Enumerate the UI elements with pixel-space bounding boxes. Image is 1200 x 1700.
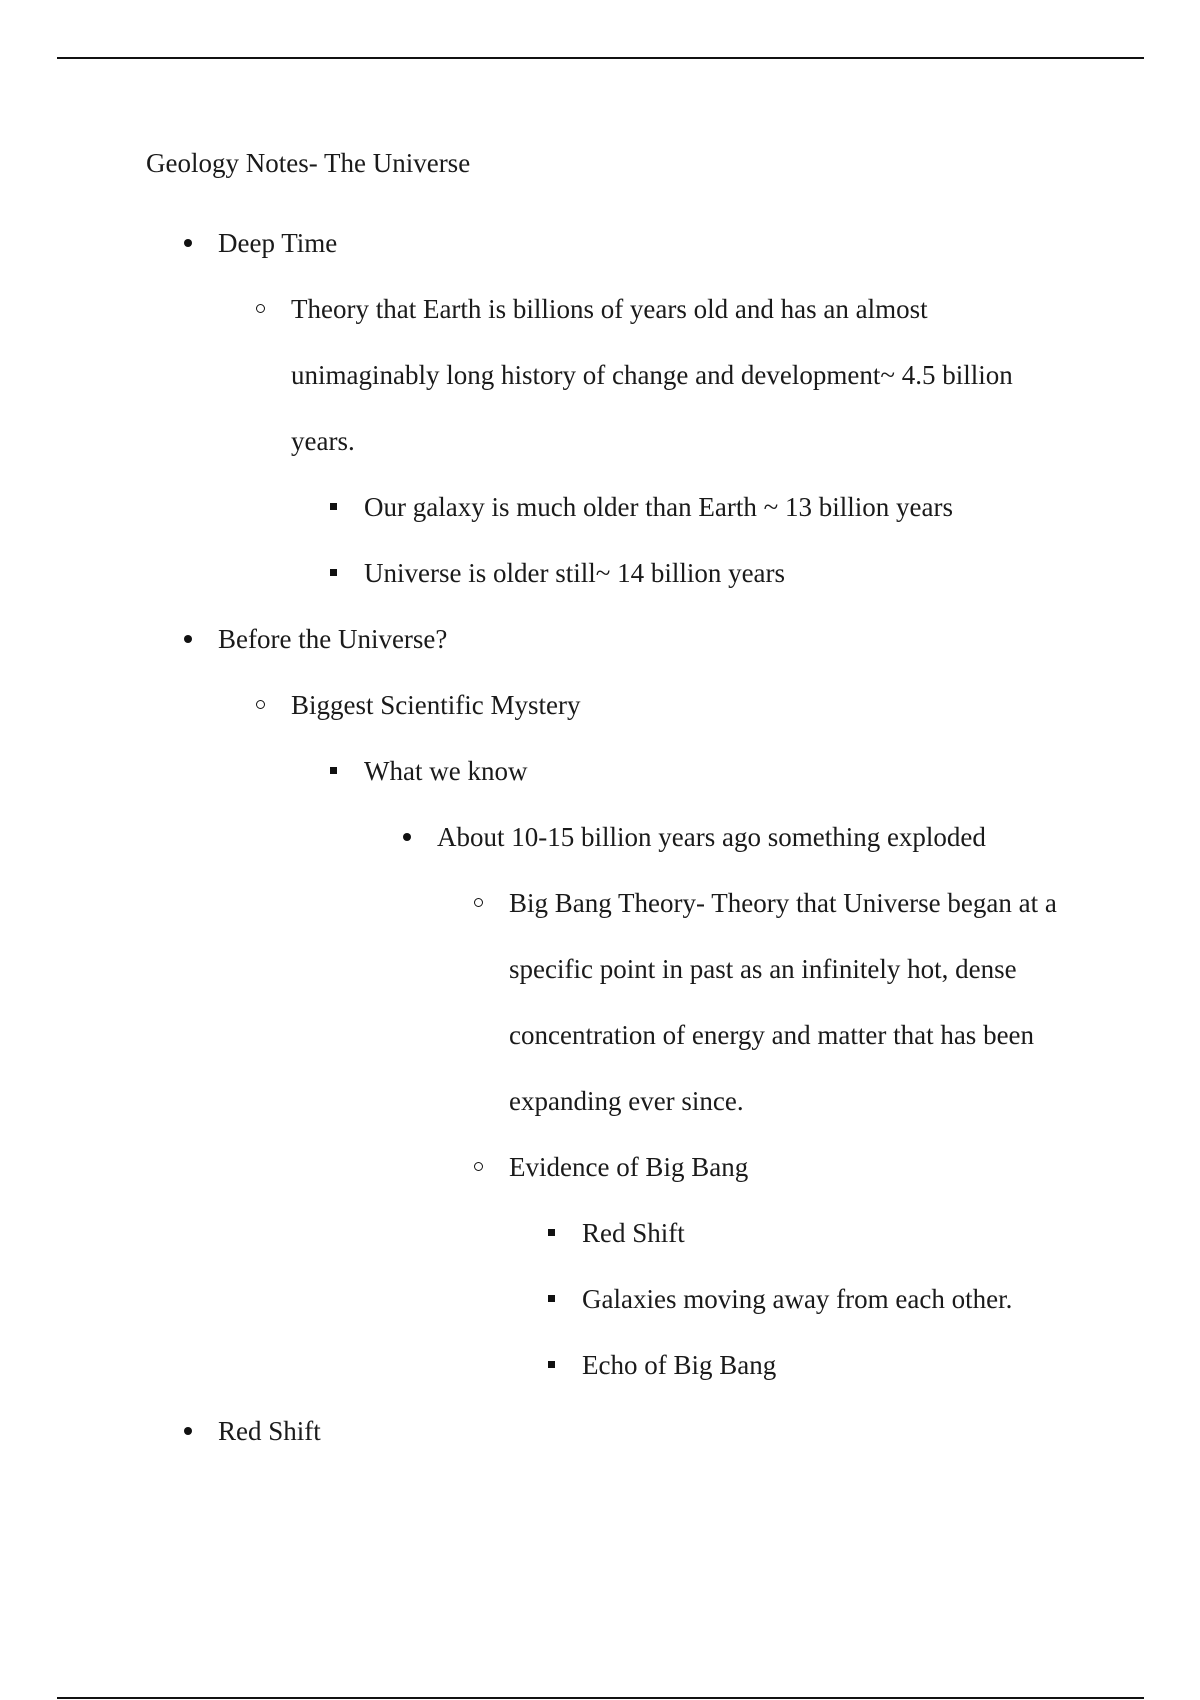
circle-bullet-icon <box>253 672 273 738</box>
circle-bullet-icon <box>471 1134 491 1200</box>
list-item-evidence-galaxies <box>582 1266 1102 1332</box>
list-item-what-we-know <box>364 738 1144 804</box>
square-bullet-icon <box>326 540 346 606</box>
circle-bullet-icon <box>253 276 273 342</box>
list-item-text: Echo of Big Bang <box>582 1350 777 1380</box>
document-title: Geology Notes- The Universe <box>146 148 471 178</box>
circle-bullet-icon <box>471 870 491 936</box>
disc-bullet-icon <box>180 606 200 672</box>
list-item-deep-time-theory <box>291 276 1061 474</box>
list-item-text: Universe is older still~ 14 billion years <box>364 558 786 588</box>
square-bullet-icon <box>326 474 346 540</box>
square-bullet-icon <box>544 1266 564 1332</box>
list-item-text: Red Shift <box>218 1416 321 1446</box>
list-item-text: Biggest Scientific Mystery <box>291 690 581 720</box>
list-item-evidence-red-shift <box>582 1200 1102 1266</box>
list-item-galaxy-age <box>364 474 1144 540</box>
list-item-text: What we know <box>364 756 528 786</box>
list-item-text: About 10-15 billion years ago something exploded <box>437 822 986 852</box>
disc-bullet-icon <box>399 804 419 870</box>
square-bullet-icon <box>544 1332 564 1398</box>
list-item-universe-age <box>364 540 1144 606</box>
list-item-text: Deep Time <box>218 228 338 258</box>
square-bullet-icon <box>544 1200 564 1266</box>
disc-bullet-icon <box>180 1398 200 1464</box>
footer-rule <box>57 1697 1144 1699</box>
list-item-biggest-mystery <box>291 672 1061 738</box>
list-item-big-bang-theory <box>509 870 1099 1134</box>
list-item-deep-time <box>218 210 1118 276</box>
list-item-before-universe <box>218 606 1118 672</box>
list-item-evidence-echo <box>582 1332 1102 1398</box>
square-bullet-icon <box>326 738 346 804</box>
header-rule <box>57 57 1144 59</box>
list-item-evidence <box>509 1134 1099 1200</box>
list-item-explosion <box>437 804 1137 870</box>
list-item-text: Big Bang Theory- Theory that Universe began at a specific point in past as an infinitely hot, dense concentration of energy and matter that has been expanding ever since. <box>509 888 1057 1116</box>
disc-bullet-icon <box>180 210 200 276</box>
list-item-text: Red Shift <box>582 1218 685 1248</box>
list-item-text: Evidence of Big Bang <box>509 1152 749 1182</box>
list-item-red-shift <box>218 1398 1118 1464</box>
list-item-text: Galaxies moving away from each other. <box>582 1284 1013 1314</box>
list-item-text: Theory that Earth is billions of years old and has an almost unimaginably long history of change and development~ 4.5 billion years. <box>291 294 1013 456</box>
list-item-text: Before the Universe? <box>218 624 448 654</box>
list-item-text: Our galaxy is much older than Earth ~ 13 billion years <box>364 492 953 522</box>
